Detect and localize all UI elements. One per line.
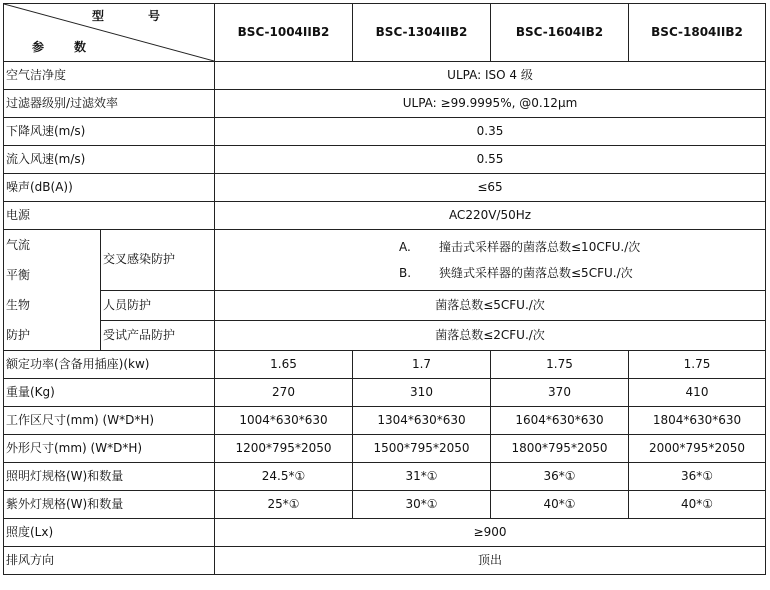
group-line: 平衡: [6, 268, 31, 282]
param-label: 下降风速(m/s): [4, 118, 215, 146]
product-protection-label: 受试产品防护: [101, 321, 215, 351]
model-value: 25*①: [215, 491, 353, 519]
table-row: [4, 174, 766, 202]
model-value: 1.65: [215, 351, 353, 379]
model-value: 370: [491, 379, 629, 407]
diagonal-header-cell: [4, 4, 215, 62]
model-value: 1304*630*630: [353, 407, 491, 435]
common-value: ≤65: [215, 174, 766, 202]
param-label: 排风方向: [4, 547, 215, 575]
list-item: [217, 260, 763, 286]
model-value: 1.75: [491, 351, 629, 379]
param-label: 外形尺寸(mm) (W*D*H): [4, 435, 215, 463]
table-row: [4, 230, 766, 291]
cross-infection-value: [215, 230, 766, 291]
param-label: 电源: [4, 202, 215, 230]
model-value: 1800*795*2050: [491, 435, 629, 463]
group-line: 防护: [6, 328, 31, 342]
cross-infection-label: 交叉感染防护: [101, 230, 215, 291]
common-value: AC220V/50Hz: [215, 202, 766, 230]
table-row: [4, 321, 766, 351]
param-label: 噪声(dB(A)): [4, 174, 215, 202]
table-row: [4, 379, 766, 407]
table-row: [4, 118, 766, 146]
list-item: [217, 234, 763, 260]
spec-table: [3, 3, 766, 575]
table-row: [4, 519, 766, 547]
model-value: 40*①: [491, 491, 629, 519]
table-row: [4, 547, 766, 575]
model-value: 36*①: [491, 463, 629, 491]
param-label: 紫外灯规格(W)和数量: [4, 491, 215, 519]
table-row: [4, 90, 766, 118]
param-label: 空气洁净度: [4, 62, 215, 90]
common-value: 0.35: [215, 118, 766, 146]
model-value: 31*①: [353, 463, 491, 491]
group-line: 生物: [6, 298, 31, 312]
model-value: 40*①: [629, 491, 766, 519]
list-text: 撞击式采样器的菌落总数≤10CFU./次: [439, 240, 641, 255]
table-row: [4, 435, 766, 463]
list-marker: A.: [399, 240, 411, 255]
param-label: 流入风速(m/s): [4, 146, 215, 174]
table-row: [4, 407, 766, 435]
model-name: BSC-1004IIB2: [215, 4, 353, 62]
group-line: 气流: [6, 238, 31, 252]
product-protection-value: 菌落总数≤2CFU./次: [215, 321, 766, 351]
table-row: [4, 62, 766, 90]
table-row: [4, 291, 766, 321]
model-value: 1.7: [353, 351, 491, 379]
model-value: 2000*795*2050: [629, 435, 766, 463]
model-value: 1004*630*630: [215, 407, 353, 435]
param-label: 重量(Kg): [4, 379, 215, 407]
common-value: 顶出: [215, 547, 766, 575]
model-value: 410: [629, 379, 766, 407]
common-value: ULPA: ≥99.9995%, @0.12μm: [215, 90, 766, 118]
table-row: [4, 202, 766, 230]
model-value: 30*①: [353, 491, 491, 519]
model-value: 310: [353, 379, 491, 407]
table-row: [4, 491, 766, 519]
protection-group-label: [4, 230, 101, 351]
model-value: 36*①: [629, 463, 766, 491]
model-value: 1500*795*2050: [353, 435, 491, 463]
model-name: BSC-1804IIB2: [629, 4, 766, 62]
param-label: 照度(Lx): [4, 519, 215, 547]
model-value: 1.75: [629, 351, 766, 379]
common-value: 0.55: [215, 146, 766, 174]
model-name: BSC-1304IIB2: [353, 4, 491, 62]
header-row: [4, 4, 766, 62]
table-row: [4, 146, 766, 174]
model-value: 270: [215, 379, 353, 407]
param-header-label: 参数: [32, 40, 117, 55]
model-value: 1604*630*630: [491, 407, 629, 435]
model-name: BSC-1604IB2: [491, 4, 629, 62]
list-marker: B.: [399, 266, 412, 281]
param-label: 过滤器级别/过滤效率: [4, 90, 215, 118]
model-value: 1804*630*630: [629, 407, 766, 435]
list-text: 狭缝式采样器的菌落总数≤5CFU./次: [439, 266, 633, 281]
personnel-protection-label: 人员防护: [101, 291, 215, 321]
table-row: [4, 351, 766, 379]
model-value: 1200*795*2050: [215, 435, 353, 463]
model-header-label: 型号: [91, 9, 204, 23]
common-value: ≥900: [215, 519, 766, 547]
param-label: 额定功率(含备用插座)(kw): [4, 351, 215, 379]
param-label: 照明灯规格(W)和数量: [4, 463, 215, 491]
model-value: 24.5*①: [215, 463, 353, 491]
common-value: ULPA: ISO 4 级: [215, 62, 766, 90]
table-row: [4, 463, 766, 491]
personnel-protection-value: 菌落总数≤5CFU./次: [215, 291, 766, 321]
param-label: 工作区尺寸(mm) (W*D*H): [4, 407, 215, 435]
